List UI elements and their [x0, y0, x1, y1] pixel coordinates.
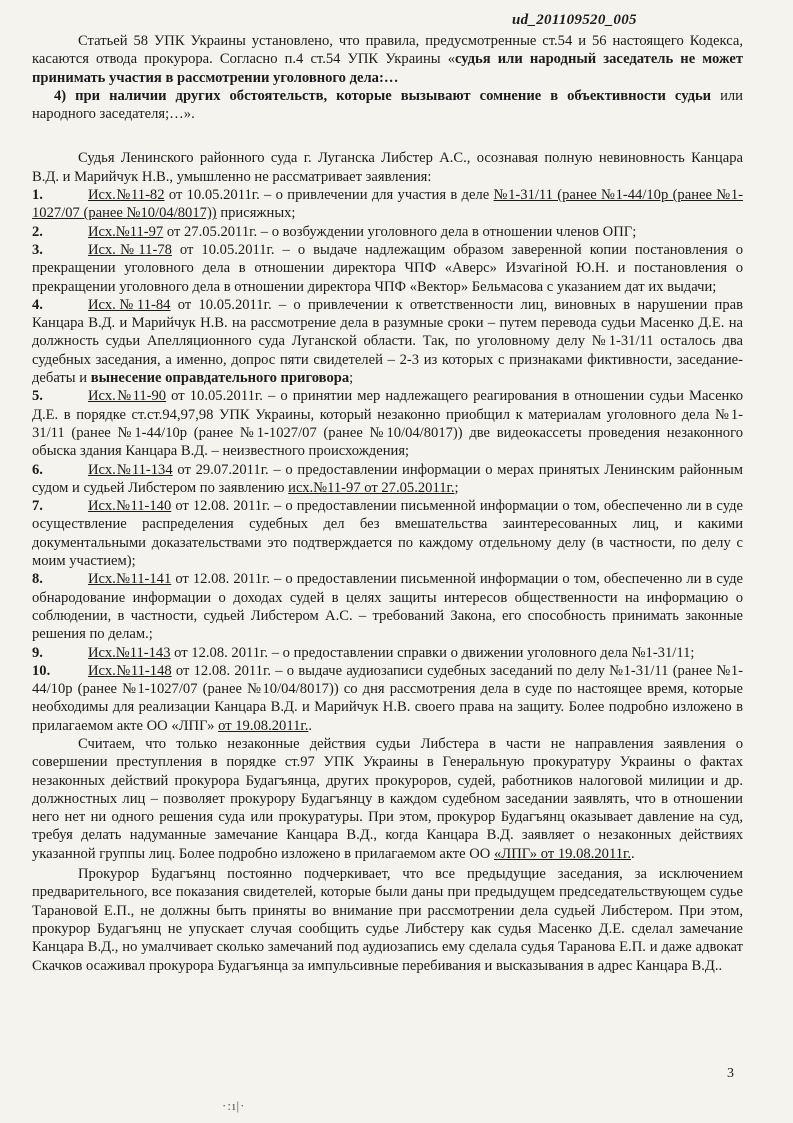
intro-clause-text: или народного заседателя;…». [32, 87, 743, 123]
list-item-text: от 10.05.2011г. – о привлечении к ответственности лиц, виновных в нарушении прав Канцара В.Д. и Марийчук Н.В. на рассмотрение дела в разумные сроки – путем перевода судьи Масенко Д.Е. на должность судьи Апелляционного суда Луганской области. Так, по уголовному делу №1-31/11 осталось два судебных заседания, а именно, допрос пяти свидетелей – 2-3 из которых с признаками фиктивности, заседание-дебаты и [32, 296, 743, 387]
list-item-ref: Исх.№11-97 [88, 223, 164, 240]
list-item-number: 6. [32, 461, 43, 478]
intro-quote-bold: судья или народный заседатель не может принимать участия в рассмотрении уголовного дела:… [32, 51, 744, 86]
list-item [32, 223, 743, 241]
list-item [32, 387, 743, 460]
list-item-ref: Исх.№11-84 [88, 296, 171, 313]
consider-text-end: . [631, 845, 635, 862]
list-item-number: 10. [32, 662, 51, 679]
scan-mark: ·:ı|· [222, 1098, 246, 1113]
page-number: 3 [727, 1066, 734, 1081]
intro-paragraph [32, 32, 743, 87]
document-id: ud_201109520_005 [512, 12, 637, 28]
list-item [32, 644, 743, 662]
list-item-text: от 12.08. 2011г. – о выдаче аудиозаписи судебных заседаний по делу №1-31/11 (ранее №1-44/10р (ранее №1-1027/07 (ранее №10/04/8017)) со дня рассмотрения дела в суде по настоящее время, которые необходимы для реализации Канцара В.Д. и Марийчук Н.В. своего права на защиту. Более подробно изложено в прилагаемом акте ОО «ЛПГ» [32, 662, 743, 734]
list-item [32, 662, 743, 735]
list-item-bold: вынесение оправдательного приговора [90, 370, 350, 387]
list-item-text-end: . [308, 717, 313, 734]
list-item-number: 5. [32, 388, 43, 405]
list-item-ref: Исх.№11-140 [88, 498, 172, 515]
intro-clause-paragraph [32, 87, 743, 124]
list-item-ref: Исх.№11-82 [88, 187, 165, 204]
list-item-number: 1. [32, 187, 43, 204]
list-item-text: от 10.05.2011г. – о выдаче надлежащим образом заверенной копии постановления о прекращении уголовного дела в отношении директора ЧПФ «Аверс» Изvariной Ю.Н. и постановления о прекращении уголовного дела в отношении директора ЧПФ «Вектор» Бельмасова с указанием дат их выдачи; [32, 241, 744, 295]
list-item-number: 3. [32, 241, 43, 258]
consider-text: Считаем, что только незаконные действия судьи Либстера в части не направления заявления о совершении преступления в порядке ст.97 УПК Украины в Генеральную прокуратуру Украины о фактах незаконных действий прокурора Будагъянца, других прокуроров, судей, работников налоговой милиции и др. должностных лиц – позволяет прокурору Будагъянцу в каждом судебном заседании заявлять, что в отношении него нет ни одного решения суда или прокуратуры. При этом, прокурор Будагъянц оказывает давление на суд, требуя делать надуманные замечание Канцара В.Д., когда Канцара В.Д. заявляет о незаконных действиях указанной группы лиц. Более подробно изложено в прилагаемом акте ОО [32, 735, 743, 862]
list-item [32, 296, 743, 387]
list-item-underlined: исх.№11-97 от 27.05.2011г. [288, 479, 455, 496]
list-item-text: от 10.05.2011г. – о принятии мер надлежащего реагирования в отношении судьи Масенко Д.Е. в порядке ст.ст.94,97,98 УПК Украины, который незаконно приобщил к материалам уголовного дела №1-31/11 (ранее №1-44/10р (ранее №1-1027/07 (ранее №10/04/8017)) две видеокассеты проведения незаконного обыска здания Канцара В.Д. – неизвестного происхождения; [32, 388, 744, 460]
list-item-ref: Исх.№11-134 [88, 461, 173, 478]
list-item-text: от 12.08. 2011г. – о предоставлении письменной информации о том, обеспеченно ли в суде обнародование информации о доходах судей в целях защиты интересов общественности на информацию о соблюдении, в частности, судьей Либстером А.С. – требований Закона, его способность принимать законные решения по делам.; [32, 571, 743, 643]
list-item-text-end: присяжных; [216, 205, 296, 222]
consider-underlined: «ЛПГ» от 19.08.2011г. [494, 845, 632, 862]
list-item-text: от 10.05.2011г. – о привлечении для участия в деле [164, 187, 494, 204]
document-body [32, 32, 743, 975]
list-item [32, 570, 743, 643]
list-item-underlined: №1-31/11 (ранее №1-44/10р (ранее №1-1027/07 (ранее №10/04/8017)) [32, 187, 744, 222]
list-item-number: 4. [32, 296, 43, 313]
list-item [32, 241, 743, 296]
list-item-ref: Исх.№11-143 [88, 644, 171, 661]
intro-clause-bold: 4) при наличии других обстоятельств, которые вызывают сомнение в объективности судьи [54, 87, 712, 104]
list-item-ref: Исх.№11-90 [88, 388, 167, 405]
list-item-number: 2. [32, 223, 43, 240]
list-item-ref: Исх.№11-78 [88, 241, 172, 258]
list-item-number: 9. [32, 644, 43, 661]
list-item-ref: Исх.№11-148 [88, 662, 172, 679]
list-item-number: 8. [32, 571, 43, 588]
list-item-text: от 12.08. 2011г. – о предоставлении письменной информации о том, обеспеченно ли в суде осуществление распределения судебных дел без вмешательства заинтересованных лиц, и какими документальными доказательствами это подтверждается по каждому отдельному делу (в частности, по делу с моим участием); [32, 498, 743, 570]
list-item-text: от 29.07.2011г. – о предоставлении информации о мерах принятых Ленинским районным судом и судьей Либстером по заявлению [32, 461, 743, 496]
intro-text: Статьей 58 УПК Украины установлено, что правила, предусмотренные ст.54 и 56 настоящего Кодекса, касаются отвода прокурора. Согласно п.4 ст.54 УПК Украины « [32, 33, 743, 68]
list-item-text-end: ; [349, 370, 354, 387]
list-item-text: от 12.08. 2011г. – о предоставлении справки о движении уголовного дела №1-31/11; [170, 644, 695, 661]
list-item-underlined: от 19.08.2011г. [218, 717, 309, 734]
list-item-text-end: ; [454, 479, 459, 496]
lead-paragraph: Судья Ленинского районного суда г. Луганска Либстер А.С., осознавая полную невиновность Канцара В.Д. и Марийчук Н.В., умышленно не рассматривает заявления: [32, 150, 743, 185]
prosecutor-paragraph: Прокурор Будагъянц постоянно подчеркивает, что все предыдущие заседания, за исключением предварительного, все показания свидетелей, которые были даны при предыдущем председательствующем судье Тарановой Е.П., не должны быть приняты во внимание при рассмотрении дела судьей Либстером. При этом, прокурор Будагъянц не упускает случая сообщить судье Либстеру как судья Масенко Д.Е. сделал замечание Канцара В.Д., но умалчивает сколько замечаний под аудиозапись ему сделала судья Таранова Е.П. и даже адвокат Скачков осаживал прокурора Будагъянца за импульсивные перебивания и высказывания в адрес Канцара В.Д.. [32, 866, 743, 974]
list-item [32, 497, 743, 570]
list-item-text: от 27.05.2011г. – о возбуждении уголовного дела в отношении членов ОПГ; [163, 223, 637, 240]
list-item-ref: Исх.№11-141 [88, 571, 172, 588]
list-item [32, 461, 743, 498]
list-item-number: 7. [32, 498, 43, 515]
list-item [32, 186, 743, 223]
consider-paragraph [32, 735, 743, 863]
